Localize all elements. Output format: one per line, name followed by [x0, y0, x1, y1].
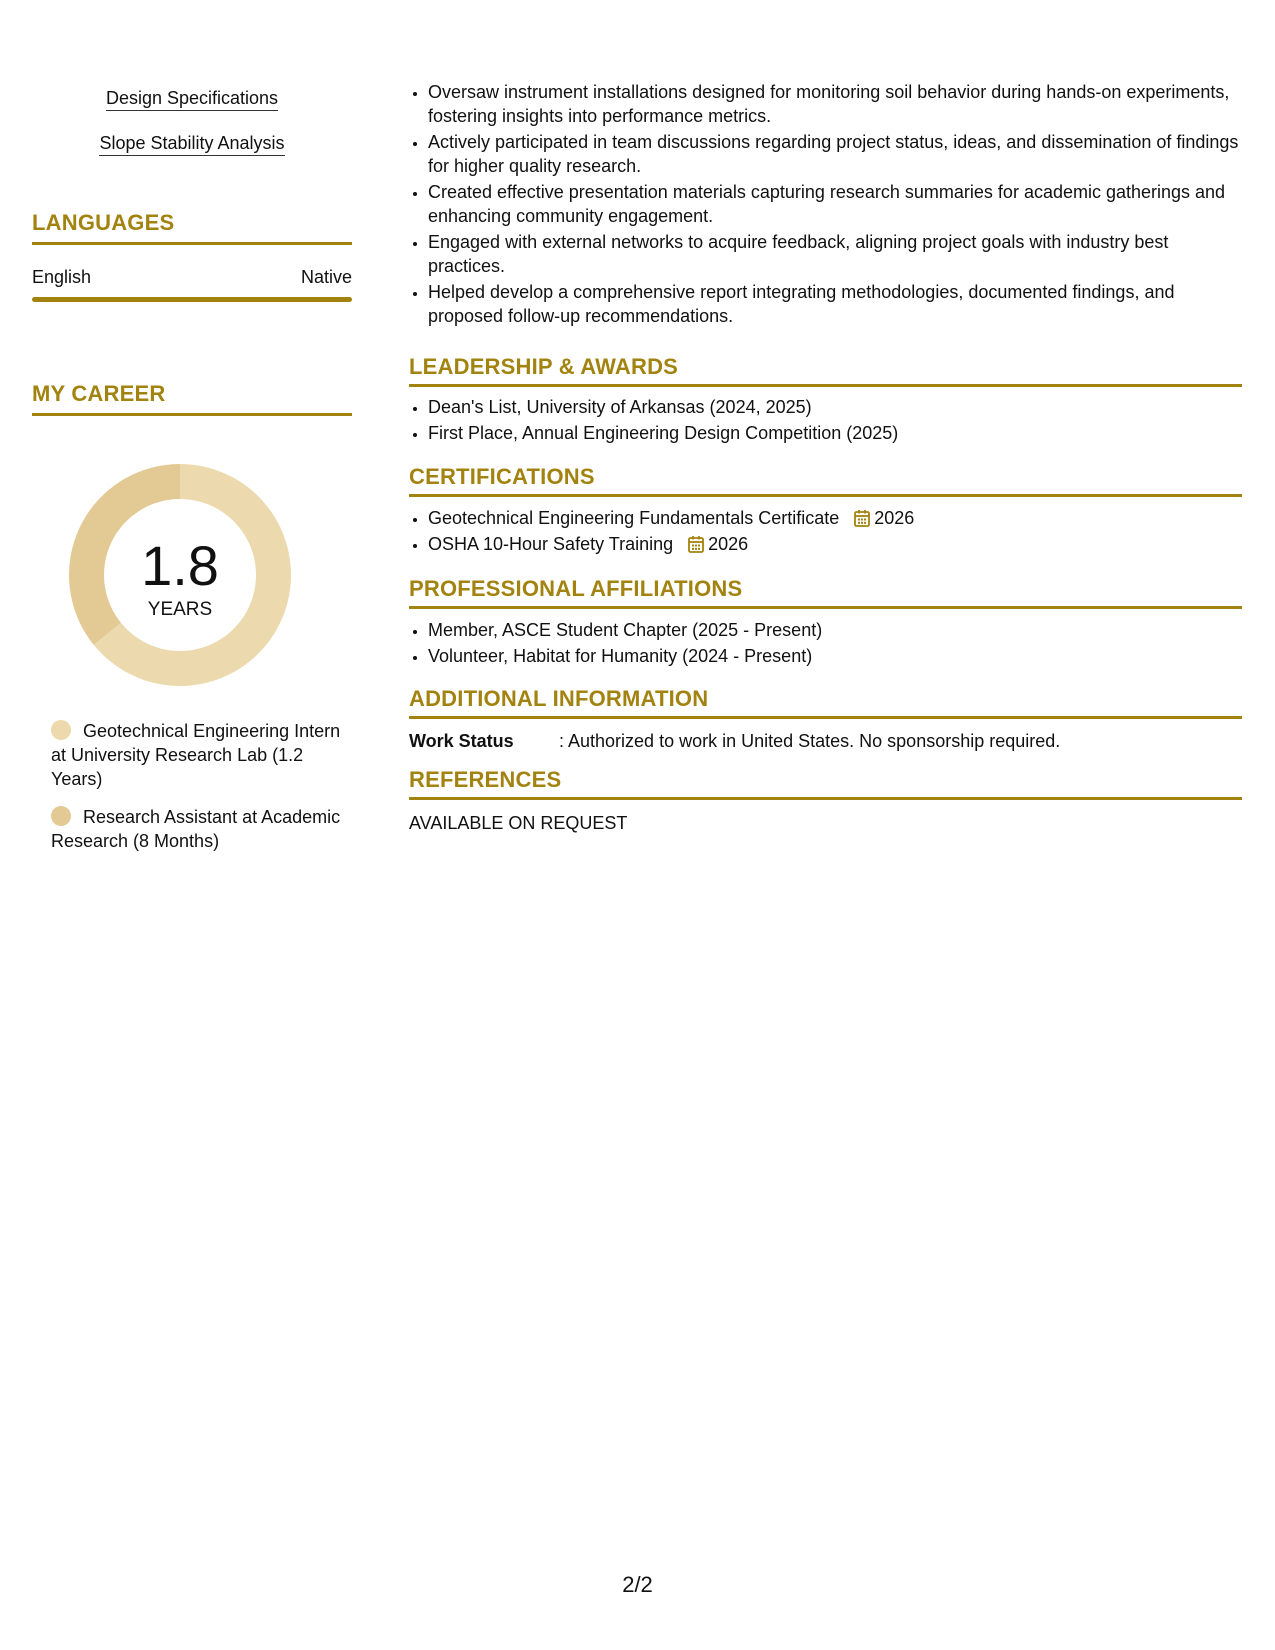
- references-text: AVAILABLE ON REQUEST: [409, 813, 628, 833]
- experience-bullet: • Engaged with external networks to acquire feedback, aligning project goals with industry best practices.: [428, 230, 1242, 278]
- career-heading: MY CAREER: [32, 381, 352, 416]
- certifications-list: [409, 506, 1242, 558]
- skill-item: [32, 88, 352, 109]
- work-status-value: : Authorized to work in United States. No sponsorship required.: [559, 731, 1061, 751]
- page-number: 2/2: [622, 1572, 653, 1597]
- career-legend-item: [51, 719, 351, 791]
- leadership-item: • First Place, Annual Engineering Design Competition (2025): [428, 421, 1242, 445]
- language-level: Native: [300, 267, 352, 287]
- skill-label: Slope Stability Analysis: [99, 133, 284, 156]
- affiliations-list: [409, 618, 1242, 670]
- skill-label: Design Specifications: [106, 88, 278, 111]
- career-legend-label: Research Assistant at Academic Research (8 Months): [51, 807, 341, 851]
- experience-bullet: • Created effective presentation materials capturing research summaries for academic gatherings and enhancing community engagement.: [428, 180, 1242, 228]
- career-donut-center: [67, 462, 293, 688]
- experience-bullet: • Actively participated in team discussions regarding project status, ideas, and dissemination of findings for higher quality research.: [428, 130, 1242, 178]
- career-total-years: 1.8: [141, 534, 219, 597]
- languages-heading: LANGUAGES: [32, 210, 352, 245]
- certification-item: [428, 506, 1242, 530]
- additional-info-heading: ADDITIONAL INFORMATION: [409, 686, 1242, 719]
- legend-dot: [51, 720, 71, 740]
- experience-bullet: • Oversaw instrument installations designed for monitoring soil behavior during hands-on experiments, fostering insights into performance metrics.: [428, 80, 1242, 128]
- certifications-heading: CERTIFICATIONS: [409, 464, 1242, 497]
- language-level-bar: [32, 297, 352, 302]
- language-name: English: [32, 267, 92, 287]
- career-legend-item: [51, 805, 351, 853]
- certification-name: OSHA 10-Hour Safety Training: [428, 534, 674, 554]
- certification-year: 2026: [708, 534, 749, 554]
- leadership-item: • Dean's List, University of Arkansas (2024, 2025): [428, 395, 1242, 419]
- work-status-label: Work Status: [409, 731, 514, 751]
- leadership-list: [409, 395, 1242, 447]
- references-heading: REFERENCES: [409, 767, 1242, 800]
- certification-item: [428, 532, 1242, 556]
- affiliation-item: • Volunteer, Habitat for Humanity (2024 - Present): [428, 644, 1242, 668]
- leadership-heading: LEADERSHIP & AWARDS: [409, 354, 1242, 387]
- certification-name: Geotechnical Engineering Fundamentals Certificate: [428, 508, 840, 528]
- career-donut-chart: [67, 462, 293, 688]
- affiliation-item: • Member, ASCE Student Chapter (2025 - Present): [428, 618, 1242, 642]
- language-row: [32, 267, 352, 288]
- certification-year: 2026: [874, 508, 915, 528]
- skill-item: [32, 133, 352, 154]
- legend-dot: [51, 806, 71, 826]
- experience-bullet: • Helped develop a comprehensive report integrating methodologies, documented findings, and proposed follow-up recommendations.: [428, 280, 1242, 328]
- career-legend-label: Geotechnical Engineering Intern at University Research Lab (1.2 Years): [51, 721, 341, 789]
- calendar-icon: [688, 535, 704, 553]
- affiliations-heading: PROFESSIONAL AFFILIATIONS: [409, 576, 1242, 609]
- experience-bullets: [409, 80, 1242, 330]
- career-years-unit: YEARS: [147, 599, 213, 620]
- calendar-icon: [854, 509, 870, 527]
- work-status-row: [409, 731, 1242, 752]
